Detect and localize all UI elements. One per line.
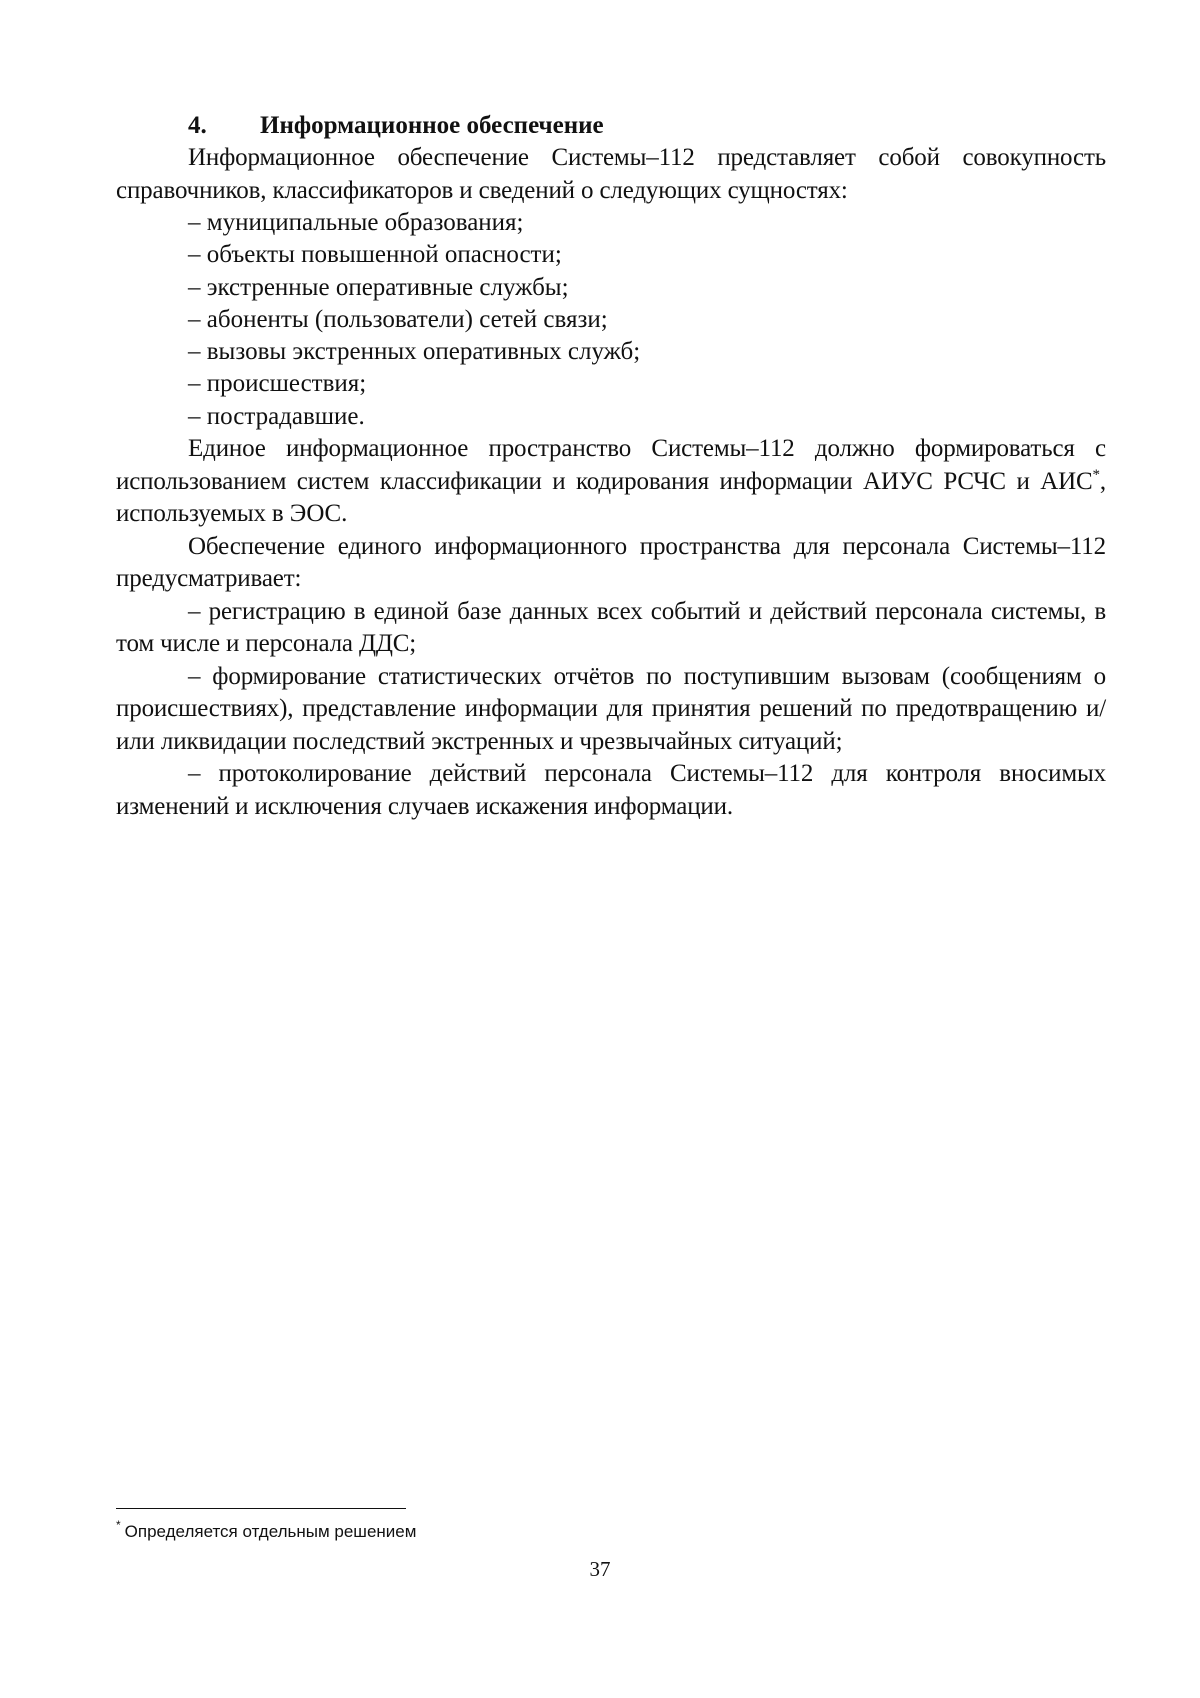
entity-item: – объекты повышенной опасности;: [188, 241, 562, 269]
section-number: 4.: [188, 112, 207, 139]
unified-space-text-after: , используемых в ЭОС.: [116, 467, 1106, 528]
entity-item: – абоненты (пользователи) сетей связи;: [188, 305, 608, 333]
entity-item: – вызовы экстренных оперативных служб;: [188, 338, 641, 366]
footnote-separator: [116, 1508, 406, 1509]
provision-item: – формирование статистических отчётов по поступившим вызовам (сообщениям о происшествиях), представление информации для принятия решений по предотвращению и/или ликвидации последствий экстренных и чрезвычайных ситуаций;: [116, 662, 1106, 755]
section-title: Информационное обеспечение: [260, 112, 604, 139]
section-heading: [188, 110, 1106, 142]
footnote-reference: *: [1092, 466, 1100, 483]
provision-item: – регистрацию в единой базе данных всех событий и действий персонала системы, в том числе и персонала ДДС;: [116, 597, 1106, 658]
provision-intro-paragraph: Обеспечение единого информационного пространства для персонала Системы–112 предусматривает:: [116, 532, 1106, 593]
unified-space-text: Единое информационное пространство Системы–112 должно формироваться с использованием систем классификации и кодирования информации АИУС РСЧС и АИС: [116, 435, 1106, 495]
footnote-mark: *: [116, 1518, 121, 1532]
footnote: [116, 1514, 416, 1543]
entity-item: – происшествия;: [188, 370, 367, 398]
footnote-text: Определяется отдельным решением: [124, 1522, 417, 1541]
document-page: [116, 110, 1106, 823]
entity-item: – муниципальные образования;: [188, 209, 524, 236]
unified-space-paragraph: [116, 433, 1106, 531]
entity-item: – экстренные оперативные службы;: [188, 273, 569, 301]
intro-paragraph: Информационное обеспечение Системы–112 представляет собой совокупность справочников, классификаторов и сведений о следующих сущностях:: [116, 144, 1106, 204]
page-number: 37: [589, 1557, 611, 1581]
entity-item: – пострадавшие.: [188, 402, 365, 430]
provision-item: – протоколирование действий персонала Системы–112 для контроля вносимых изменений и исключения случаев искажения информации.: [116, 760, 1106, 820]
